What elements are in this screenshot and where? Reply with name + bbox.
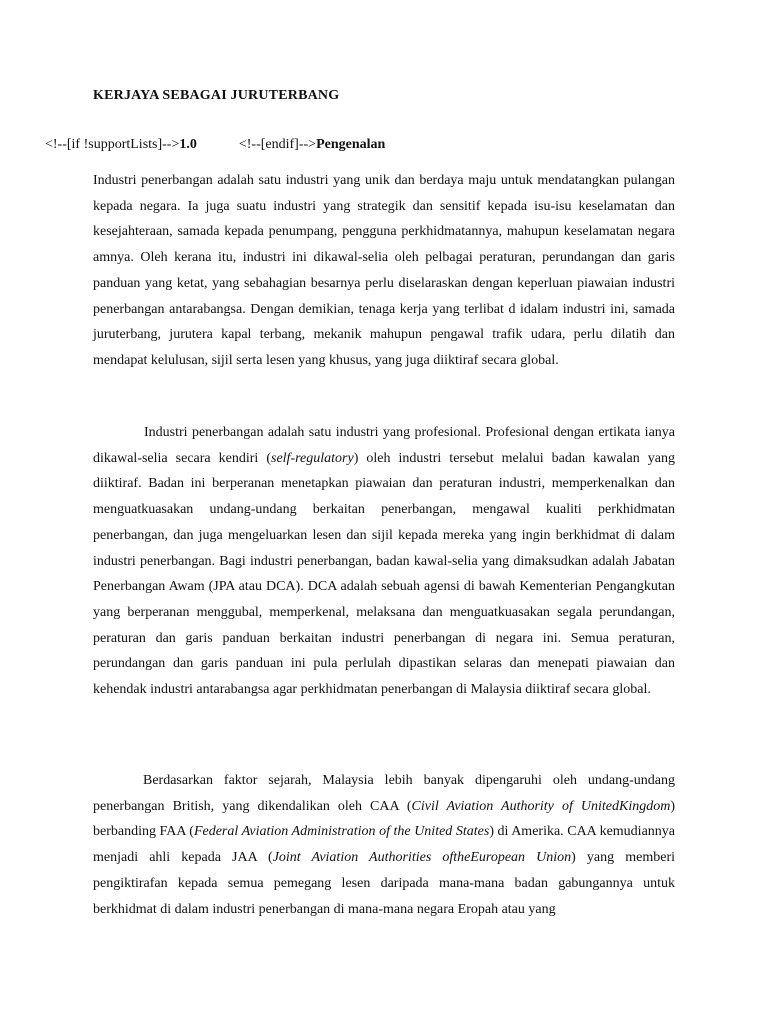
paragraph-3-text-a: Berdasarkan faktor sejarah, Malaysia lebih banyak dipengaruhi oleh undang-undang penerbangan British, yang dikendalikan oleh CAA ( [93, 773, 675, 814]
paragraph-3-term-jaa: Joint Aviation Authorities oftheEuropean Union [272, 850, 572, 866]
paragraph-2-text-a: Industri penerbangan adalah satu industri yang profesional. Profesional dengan ertikata ianya dikawal-selia secara kendiri ( [93, 425, 675, 466]
paragraph-3-text-b: ) berbanding FAA ( [93, 798, 675, 840]
paragraph-1: Industri penerbangan adalah satu industri yang unik dan berdaya maju untuk mendatangkan pulangan kepada negara. Ia juga suatu industri yang strategik dan sensitif kepada isu-isu keselamatan dan kesejahteraan, samada kepada penumpang, pengguna perkhidmatannya, mahupun keselamatan negara amnya. Oleh kerana itu, industri ini dikawal-selia oleh pelbagai peraturan, perundangan dan garis panduan yang ketat, yang sebahagian besarnya perlu diselaraskan dengan keperluan piawaian industri penerbangan antarabangsa. Dengan demikian, tenaga kerja yang terlibat d idalam industri ini, samada juruterbang, jurutera kapal terbang, mekanik mahupun pengawal trafik udara, perlu dilatih dan mendapat kelulusan, sijil serta lesen yang khusus, yang juga diiktiraf secara global. [93, 173, 675, 368]
section-number: 1.0 [179, 137, 197, 152]
paragraph-2-text-b: ) oleh industri tersebut melalui badan kawalan yang diiktiraf. Badan ini berperanan menetapkan piawaian dan peraturan industri, memperkenalkan dan menguatkuasakan undang-undang berkaitan penerbangan, mengawal kualiti perkhidmatan penerbangan, dan juga mengeluarkan lesen dan sijil kepada mereka yang ingin berkhidmat di dalam industri penerbangan. Bagi industri penerbangan, badan kawal-selia yang dimaksudkan adalah Jabatan Penerbangan Awam (JPA atau DCA). DCA adalah sebuah agensi di bawah Kementerian Pengangkutan yang berperanan menggubal, memperkenal, melaksana dan menguatkuasakan segala perundangan, peraturan dan garis panduan berkaitan industri penerbangan di negara ini. Semua peraturan, perundangan dan garis panduan ini pula perlulah dipastikan selaras dan menepati piawaian dan kehendak industri antarabangsa agar perkhidmatan penerbangan di Malaysia diiktiraf secara global. [93, 450, 675, 698]
paragraph-3-term-faa: Federal Aviation Administration of the United States [193, 824, 490, 840]
document-title: KERJAYA SEBAGAI JURUTERBANG [93, 88, 340, 103]
paragraph-2 [93, 420, 675, 703]
section-marker-close: <!--[endif]--> [238, 137, 317, 152]
paragraph-3 [93, 768, 675, 922]
section-heading [45, 137, 385, 153]
paragraph-3-text-c: ) di Amerika. CAA kemudiannya menjadi ahli kepada JAA ( [93, 824, 675, 866]
paragraph-2-term: self-regulatory [271, 450, 354, 466]
paragraph-3-text-d: ) yang memberi pengiktirafan kepada semua pemegang lesen daripada mana-mana badan gabungannya untuk berkhidmat di dalam industri penerbangan di mana-mana negara Eropah atau yang [93, 850, 675, 917]
section-name: Pengenalan [316, 137, 386, 152]
section-marker-open: <!--[if !supportLists]--> [45, 137, 180, 152]
paragraph-3-term-caa: Civil Aviation Authority of UnitedKingdom [411, 798, 671, 814]
